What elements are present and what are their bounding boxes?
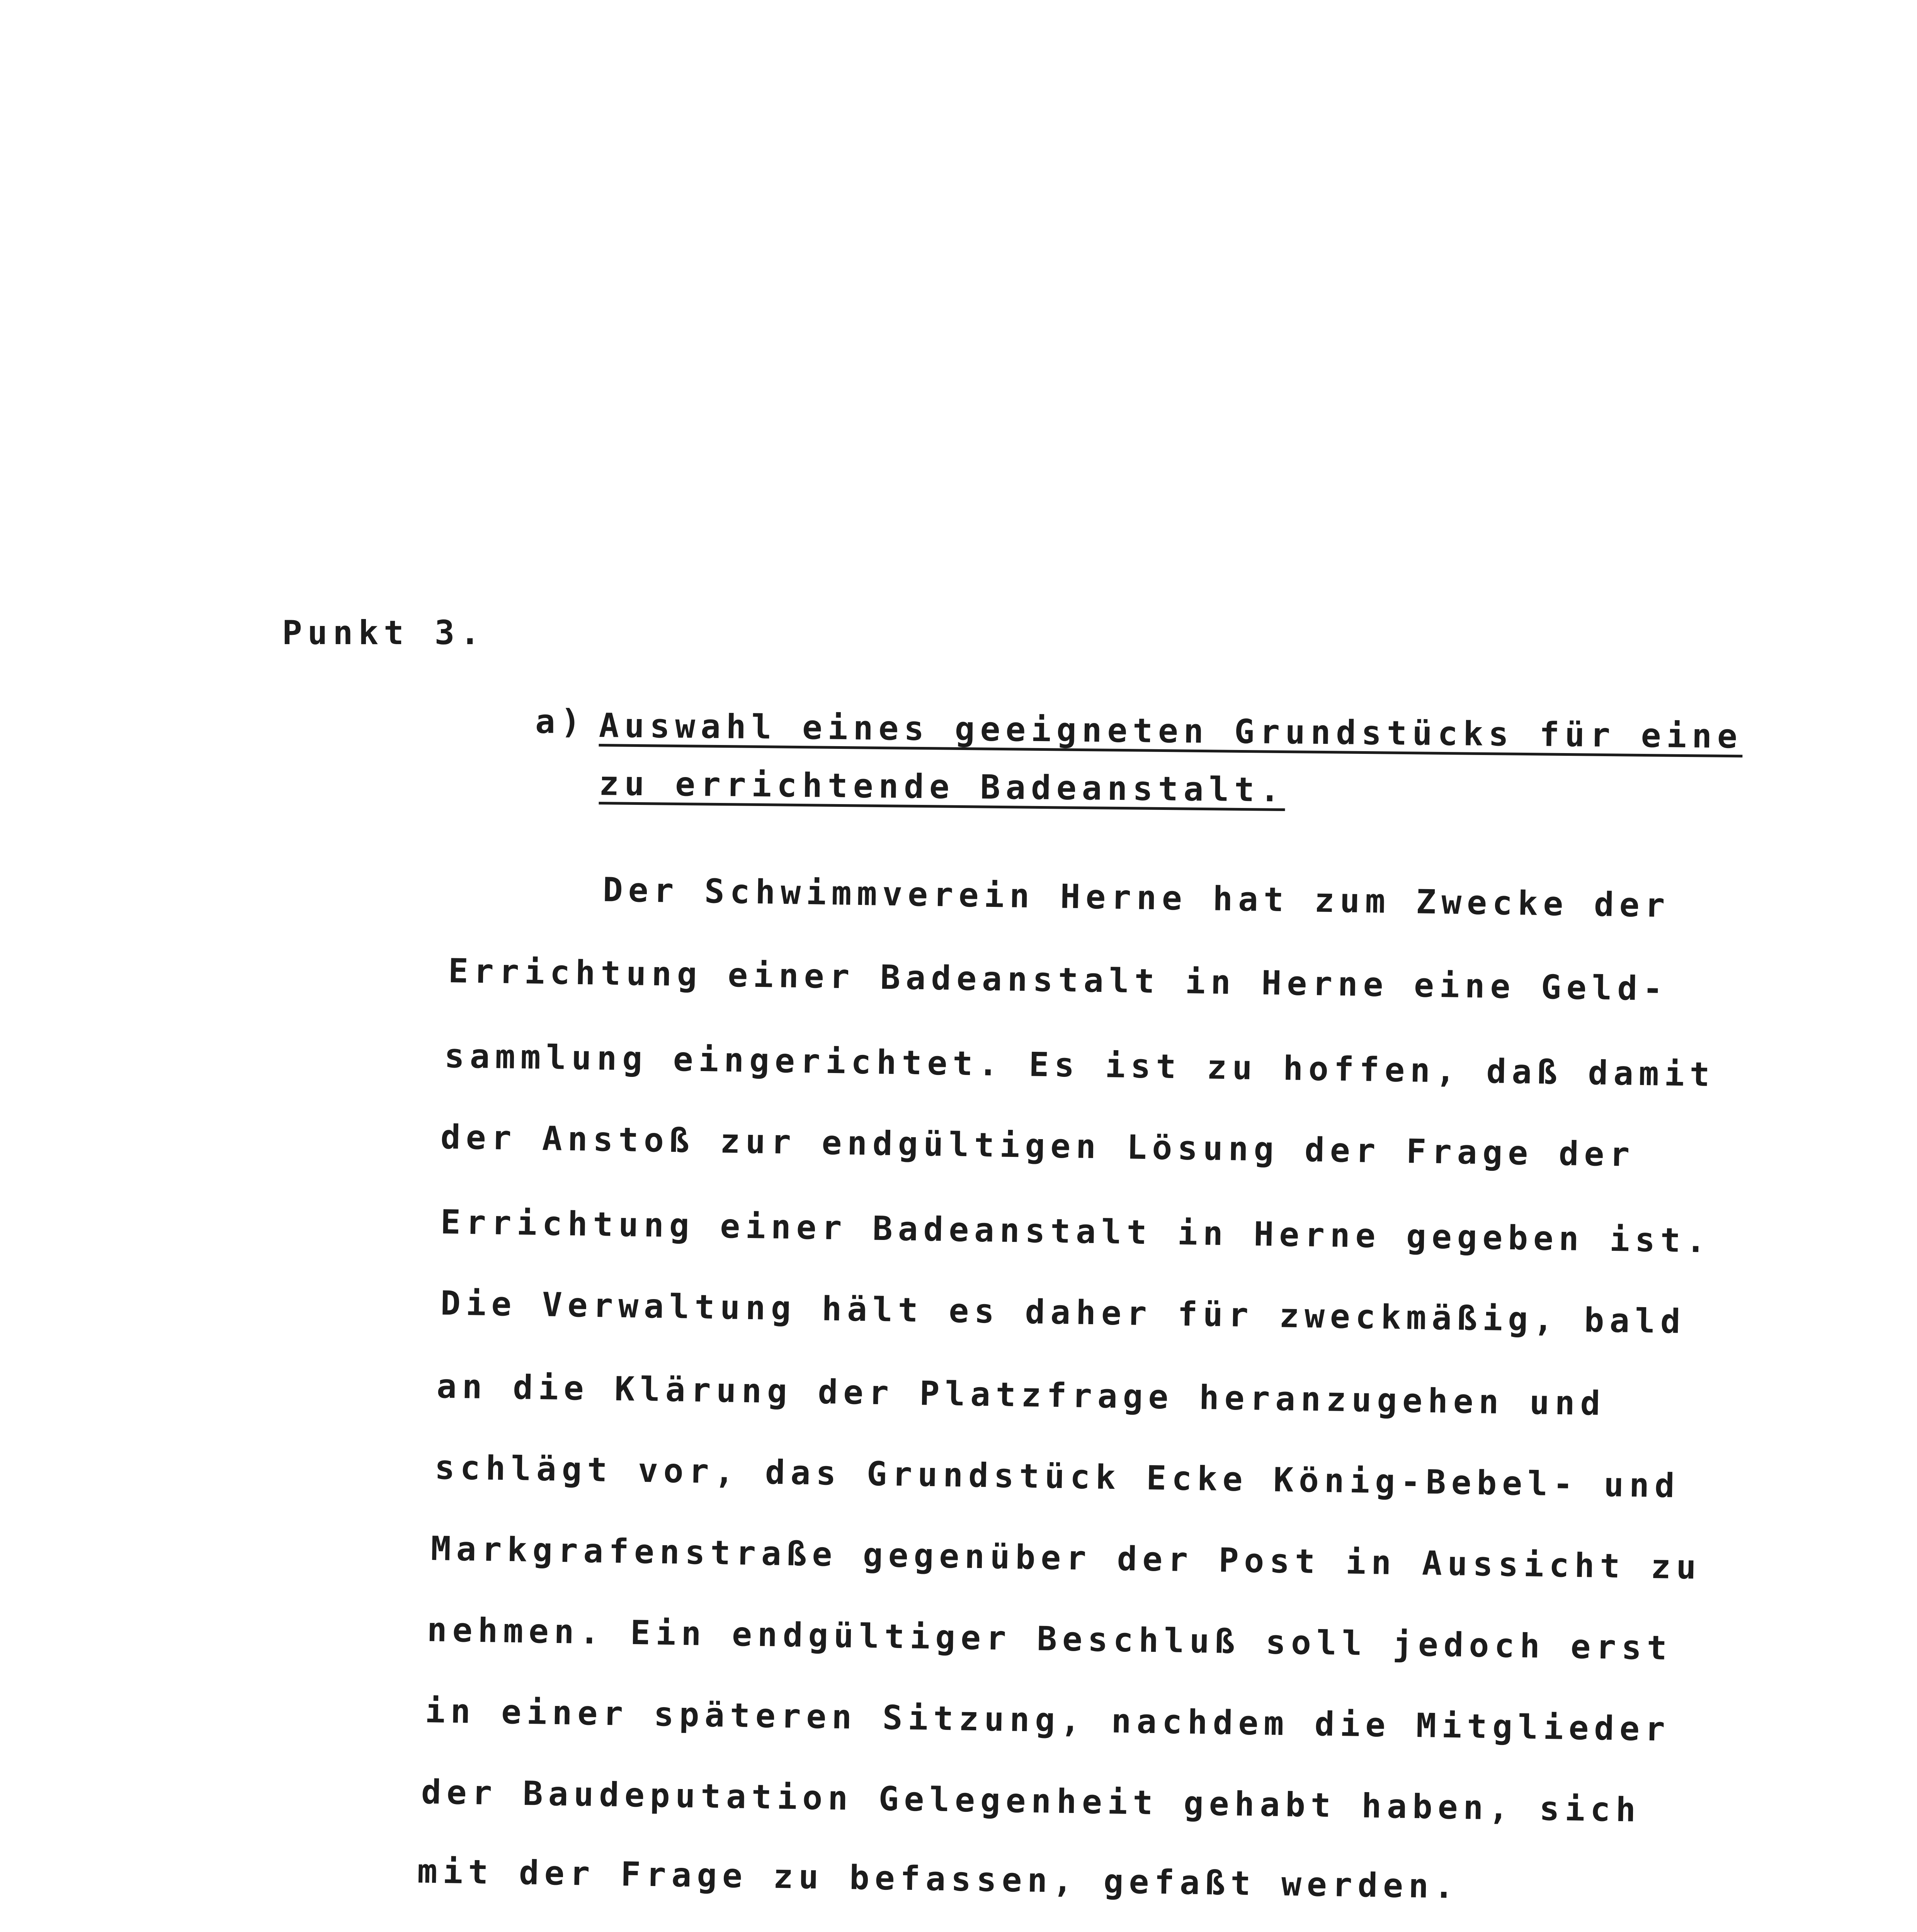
heading-line-1: Auswahl eines geeigneten Grundstücks für eine: [599, 706, 1743, 756]
body-line-3: sammlung eingerichtet. Es ist zu hoffen, daß damit: [444, 1037, 1716, 1094]
heading-line-2: zu errichtende Badeanstalt.: [599, 764, 1286, 810]
body-line-9: Markgrafenstraße gegenüber der Post in Aussicht zu: [430, 1529, 1702, 1587]
body-line-7: an die Klärung der Platzfrage heranzugehen und: [436, 1367, 1606, 1423]
body-line-1: Der Schwimmverein Herne hat zum Zwecke der: [602, 871, 1671, 925]
body-line-6: Die Verwaltung hält es daher für zweckmäßig, bald: [440, 1284, 1686, 1341]
section-label: Punkt 3.: [282, 614, 486, 652]
body-line-13: mit der Frage zu befassen, gefaßt werden.: [417, 1852, 1460, 1906]
body-line-2: Errichtung einer Badeanstalt in Herne eine Geld-: [448, 952, 1669, 1009]
body-line-11: in einer späteren Sitzung, nachdem die Mitglieder: [425, 1692, 1671, 1749]
body-line-5: Errichtung einer Badeanstalt in Herne gegeben ist.: [440, 1203, 1712, 1260]
body-line-4: der Anstoß zur endgültigen Lösung der Frage der: [440, 1118, 1635, 1174]
body-line-8: schlägt vor, das Grundstück Ecke König-Bebel- und: [434, 1448, 1681, 1505]
body-line-12: der Baudeputation Gelegenheit gehabt haben, sich: [421, 1773, 1641, 1830]
item-marker: a): [535, 702, 586, 741]
body-line-10: nehmen. Ein endgültiger Beschluß soll jedoch erst: [427, 1611, 1673, 1668]
